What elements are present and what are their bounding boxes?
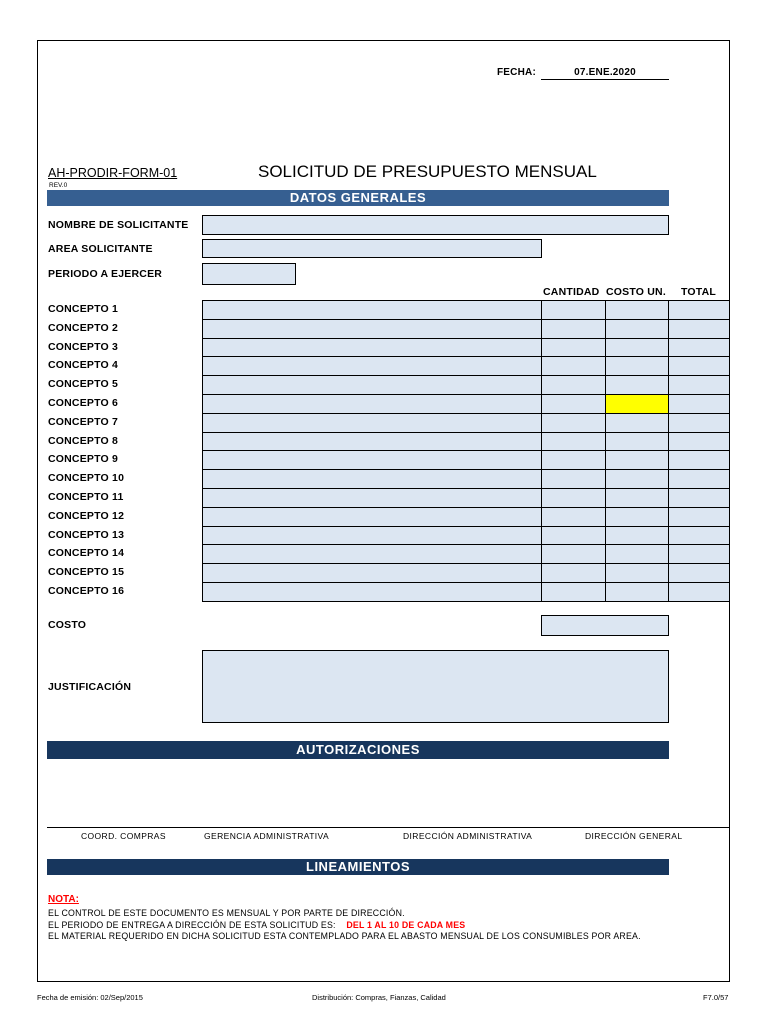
- costo-unitario-cell[interactable]: [605, 488, 669, 508]
- costo-unitario-cell[interactable]: [605, 300, 669, 320]
- costo-unitario-cell[interactable]: [605, 582, 669, 602]
- concept-label: CONCEPTO 8: [48, 434, 119, 447]
- concepto-desc-cell[interactable]: [202, 526, 542, 546]
- cantidad-cell[interactable]: [541, 507, 606, 527]
- area-solicitante-field[interactable]: [202, 239, 542, 258]
- label-justificacion: JUSTIFICACIÓN: [48, 681, 132, 693]
- concept-label: CONCEPTO 11: [48, 491, 124, 503]
- col-total: TOTAL: [681, 286, 717, 298]
- costo-unitario-cell[interactable]: [605, 526, 669, 546]
- concept-label: CONCEPTO 15: [48, 566, 125, 579]
- total-cell[interactable]: [668, 469, 730, 489]
- concept-label: CONCEPTO 1: [48, 303, 119, 315]
- signature-line: [47, 827, 730, 828]
- total-cell[interactable]: [668, 432, 730, 452]
- concept-label: CONCEPTO 14: [48, 547, 125, 560]
- concepto-desc-cell[interactable]: [202, 356, 542, 376]
- concept-label: CONCEPTO 4: [48, 359, 119, 372]
- cantidad-cell[interactable]: [541, 394, 606, 414]
- concepto-desc-cell[interactable]: [202, 488, 542, 508]
- footer-distribution: Distribución: Compras, Fianzas, Calidad: [312, 993, 446, 1002]
- total-cell[interactable]: [668, 356, 730, 376]
- section-lineamientos: LINEAMIENTOS: [47, 859, 669, 875]
- form-code: AH-PRODIR-FORM-01: [48, 166, 178, 180]
- costo-unitario-cell[interactable]: [605, 544, 669, 564]
- cantidad-cell[interactable]: [541, 413, 606, 433]
- justificacion-field[interactable]: [202, 650, 669, 723]
- signature-coord-compras: COORD. COMPRAS: [81, 831, 166, 841]
- footer-issue-date: Fecha de emisión: 02/Sep/2015: [37, 993, 143, 1002]
- label-periodo: PERIODO A EJERCER: [48, 268, 163, 280]
- fecha-label: FECHA:: [497, 67, 536, 78]
- concepto-desc-cell[interactable]: [202, 300, 542, 320]
- signature-gerencia-administrativa: GERENCIA ADMINISTRATIVA: [204, 831, 330, 841]
- total-cell[interactable]: [668, 488, 730, 508]
- note-label: NOTA:: [48, 894, 79, 905]
- total-cell[interactable]: [668, 319, 730, 339]
- total-cell[interactable]: [668, 582, 730, 602]
- note-line-2: [48, 920, 465, 930]
- concept-label: CONCEPTO 3: [48, 340, 119, 353]
- periodo-field[interactable]: [202, 263, 296, 285]
- cantidad-cell[interactable]: [541, 432, 606, 452]
- cantidad-cell[interactable]: [541, 563, 606, 583]
- cantidad-cell[interactable]: [541, 488, 606, 508]
- total-cell[interactable]: [668, 507, 730, 527]
- concepto-desc-cell[interactable]: [202, 507, 542, 527]
- total-cell[interactable]: [668, 450, 730, 470]
- total-cell[interactable]: [668, 394, 730, 414]
- concepto-desc-cell[interactable]: [202, 450, 542, 470]
- total-cell[interactable]: [668, 300, 730, 320]
- cantidad-cell[interactable]: [541, 544, 606, 564]
- note-line-1: EL CONTROL DE ESTE DOCUMENTO ES MENSUAL Y POR PARTE DE DIRECCIÓN.: [48, 908, 405, 918]
- concepto-desc-cell[interactable]: [202, 413, 542, 433]
- concept-label: CONCEPTO 5: [48, 378, 119, 391]
- total-cell[interactable]: [668, 413, 730, 433]
- costo-unitario-cell[interactable]: [605, 394, 669, 414]
- concept-label: CONCEPTO 12: [48, 509, 125, 522]
- costo-unitario-cell[interactable]: [605, 432, 669, 452]
- signature-direccion-general: DIRECCIÓN GENERAL: [585, 831, 683, 841]
- concepto-desc-cell[interactable]: [202, 338, 542, 358]
- total-cell[interactable]: [668, 563, 730, 583]
- fecha-value[interactable]: 07.ENE.2020: [541, 67, 669, 80]
- note-line-2-text: EL PERIODO DE ENTREGA A DIRECCIÓN DE ESTA SOLICITUD ES:: [48, 920, 336, 930]
- label-costo: COSTO: [48, 619, 87, 631]
- concept-label: CONCEPTO 2: [48, 321, 119, 334]
- concept-label: CONCEPTO 7: [48, 415, 119, 428]
- label-area-solicitante: AREA SOLICITANTE: [48, 243, 153, 255]
- costo-unitario-cell[interactable]: [605, 375, 669, 395]
- cantidad-cell[interactable]: [541, 319, 606, 339]
- cantidad-cell[interactable]: [541, 375, 606, 395]
- total-cell[interactable]: [668, 375, 730, 395]
- concepto-desc-cell[interactable]: [202, 582, 542, 602]
- costo-field[interactable]: [541, 615, 669, 636]
- concept-label: CONCEPTO 13: [48, 528, 125, 541]
- col-costo-unitario: COSTO UN.: [606, 286, 666, 298]
- concepto-desc-cell[interactable]: [202, 544, 542, 564]
- total-cell[interactable]: [668, 338, 730, 358]
- concepto-desc-cell[interactable]: [202, 563, 542, 583]
- col-cantidad: CANTIDAD: [543, 286, 600, 298]
- costo-unitario-cell[interactable]: [605, 413, 669, 433]
- costo-unitario-cell[interactable]: [605, 338, 669, 358]
- concepto-desc-cell[interactable]: [202, 432, 542, 452]
- cantidad-cell[interactable]: [541, 469, 606, 489]
- total-cell[interactable]: [668, 526, 730, 546]
- concept-label: CONCEPTO 9: [48, 453, 119, 466]
- costo-unitario-cell[interactable]: [605, 507, 669, 527]
- section-datos-generales: DATOS GENERALES: [47, 190, 669, 206]
- note-line-2-highlight: DEL 1 AL 10 DE CADA MES: [346, 920, 466, 930]
- cantidad-cell[interactable]: [541, 338, 606, 358]
- footer-code: F7.0/57: [703, 993, 729, 1002]
- signature-direccion-administrativa: DIRECCIÓN ADMINISTRATIVA: [403, 831, 533, 841]
- cantidad-cell[interactable]: [541, 450, 606, 470]
- costo-unitario-cell[interactable]: [605, 356, 669, 376]
- label-nombre-solicitante: NOMBRE DE SOLICITANTE: [48, 219, 189, 231]
- concept-label: CONCEPTO 16: [48, 585, 125, 597]
- note-line-3: EL MATERIAL REQUERIDO EN DICHA SOLICITUD ESTA CONTEMPLADO PARA EL ABASTO MENSUAL DE LOS CONSUMIBLES POR AREA.: [48, 931, 641, 941]
- concepto-desc-cell[interactable]: [202, 319, 542, 339]
- revision: REV.0: [49, 182, 68, 189]
- cantidad-cell[interactable]: [541, 300, 606, 320]
- costo-unitario-cell[interactable]: [605, 450, 669, 470]
- concepto-desc-cell[interactable]: [202, 469, 542, 489]
- total-cell[interactable]: [668, 544, 730, 564]
- cantidad-cell[interactable]: [541, 356, 606, 376]
- section-autorizaciones: AUTORIZACIONES: [47, 741, 669, 759]
- costo-unitario-cell[interactable]: [605, 469, 669, 489]
- concept-label: CONCEPTO 6: [48, 397, 119, 409]
- costo-unitario-cell[interactable]: [605, 563, 669, 583]
- costo-unitario-cell[interactable]: [605, 319, 669, 339]
- page-title: SOLICITUD DE PRESUPUESTO MENSUAL: [258, 162, 597, 181]
- concepto-desc-cell[interactable]: [202, 394, 542, 414]
- concept-label: CONCEPTO 10: [48, 472, 125, 485]
- cantidad-cell[interactable]: [541, 526, 606, 546]
- concepto-desc-cell[interactable]: [202, 375, 542, 395]
- nombre-solicitante-field[interactable]: [202, 215, 669, 235]
- cantidad-cell[interactable]: [541, 582, 606, 602]
